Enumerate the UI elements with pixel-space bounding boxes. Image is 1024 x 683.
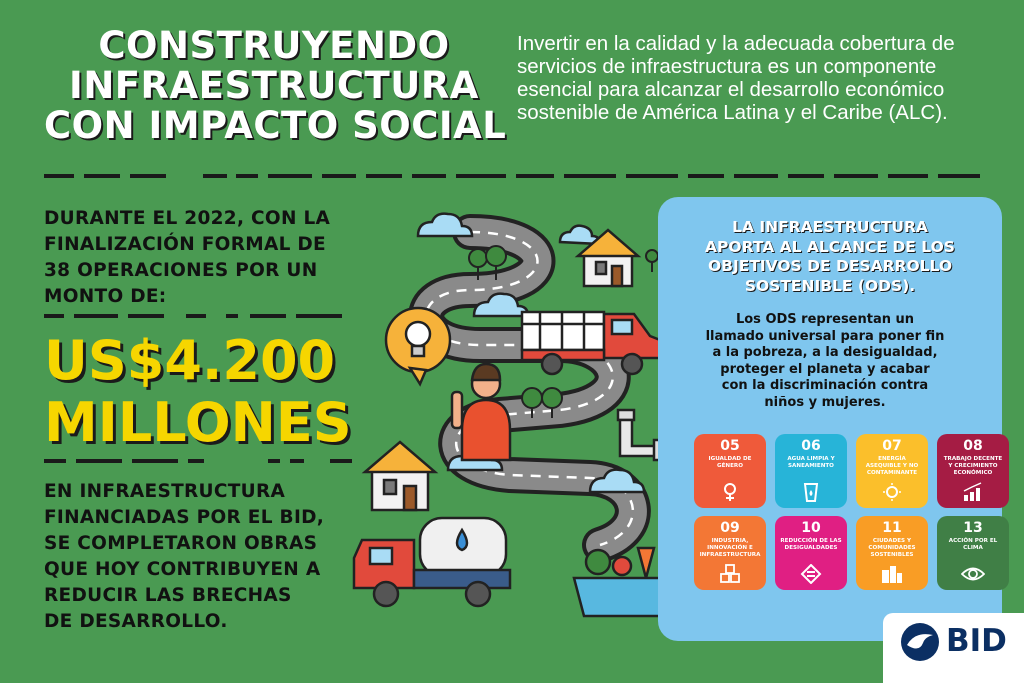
ods-label: INDUSTRIA, INNOVACIÓN E INFRAESTRUCTURA [699, 538, 761, 558]
title-line: LA INFRAESTRUCTURA [732, 218, 928, 236]
ods-tile-07 [856, 434, 928, 508]
bid-logo-text: BID [946, 623, 1007, 659]
title-line: CONSTRUYENDO [98, 24, 450, 67]
water-glass-icon [799, 482, 823, 502]
text-line: FINALIZACIÓN FORMAL DE [44, 234, 326, 255]
gender-equality-icon [718, 482, 742, 502]
amount-value: US$4.200 [44, 329, 336, 392]
ods-label: TRABAJO DECENTE Y CRECIMIENTO ECONÓMICO [943, 456, 1003, 476]
ods-tile-10 [775, 516, 847, 590]
ods-tile-05 [694, 434, 766, 508]
cubes-icon [718, 564, 742, 584]
ods-label: REDUCCIÓN DE LAS DESIGUALDADES [780, 538, 842, 551]
ods-tile-13 [937, 516, 1009, 590]
ods-label: IGUALDAD DE GÉNERO [708, 456, 752, 469]
text-line: REDUCIR LAS BRECHAS [44, 585, 292, 606]
body-line: a la pobreza, a la desigualdad, [712, 345, 938, 360]
ods-label: CIUDADES Y COMUNIDADES SOSTENIBLES [868, 538, 916, 558]
eye-globe-icon [961, 564, 985, 584]
ods-tile-06 [775, 434, 847, 508]
equals-icon [799, 564, 823, 584]
ods-number: 05 [720, 438, 740, 454]
ods-number: 07 [882, 438, 902, 454]
title-line: INFRAESTRUCTURA [69, 64, 479, 107]
text-line: FINANCIADAS POR EL BID, [44, 507, 325, 528]
body-line: Los ODS representan un [735, 312, 915, 327]
panel-body [676, 312, 974, 411]
water-truck-icon [354, 518, 510, 606]
sun-icon [880, 482, 904, 502]
title-line: CON IMPACTO SOCIAL [44, 104, 507, 147]
ods-tile-11 [856, 516, 928, 590]
text-line: QUE HOY CONTRIBUYEN A [44, 559, 321, 580]
title-line: OBJETIVOS DE DESARROLLO [707, 257, 953, 275]
text-line: DE DESARROLLO. [44, 611, 228, 632]
ods-tile-08 [937, 434, 1009, 508]
body-line: con la discriminación contra [721, 378, 929, 393]
panel-title [664, 218, 996, 296]
ods-label: ENERGÍA ASEQUIBLE Y NO CONTAMINANTE [865, 456, 919, 476]
text-line: 38 OPERACIONES POR UN [44, 260, 318, 281]
text-line: SE COMPLETARON OBRAS [44, 533, 318, 554]
body-line: proteger el planeta y acabar [720, 361, 930, 377]
vegetable-basket-icon [574, 548, 670, 616]
body-line: llamado universal para poner fin [705, 328, 945, 344]
ods-number: 11 [882, 520, 902, 536]
ods-label: AGUA LIMPIA Y SANEAMIENTO [787, 456, 835, 469]
ods-label: ACCIÓN POR EL CLIMA [948, 538, 998, 551]
ods-number: 06 [801, 438, 821, 454]
text-line: DURANTE EL 2022, CON LA [44, 208, 331, 229]
growth-chart-icon [961, 482, 985, 502]
ods-tile-09 [694, 516, 766, 590]
ods-number: 13 [963, 520, 983, 536]
house-icon [365, 442, 435, 510]
body-line: niños y mujeres. [764, 394, 886, 410]
text-line: EN INFRAESTRUCTURA [44, 481, 286, 502]
ods-number: 08 [963, 438, 983, 454]
intro-text: Invertir en la calidad y la adecuada cobertura de servicios de infraestructura es un componente esencial para alcanzar el desarrollo económico sostenible de América Latina y el Caribe (ALC). [517, 32, 955, 124]
buildings-icon [880, 564, 904, 584]
ods-number: 09 [720, 520, 740, 536]
title-line: APORTA AL ALCANCE DE LOS [705, 237, 955, 256]
ods-number: 10 [801, 520, 821, 536]
lightbulb-icon [386, 308, 450, 384]
title-line: SOSTENIBLE (ODS). [744, 276, 916, 295]
bid-logo-icon [899, 621, 941, 663]
amount-unit: MILLONES [44, 391, 352, 454]
text-line: MONTO DE: [44, 286, 167, 307]
